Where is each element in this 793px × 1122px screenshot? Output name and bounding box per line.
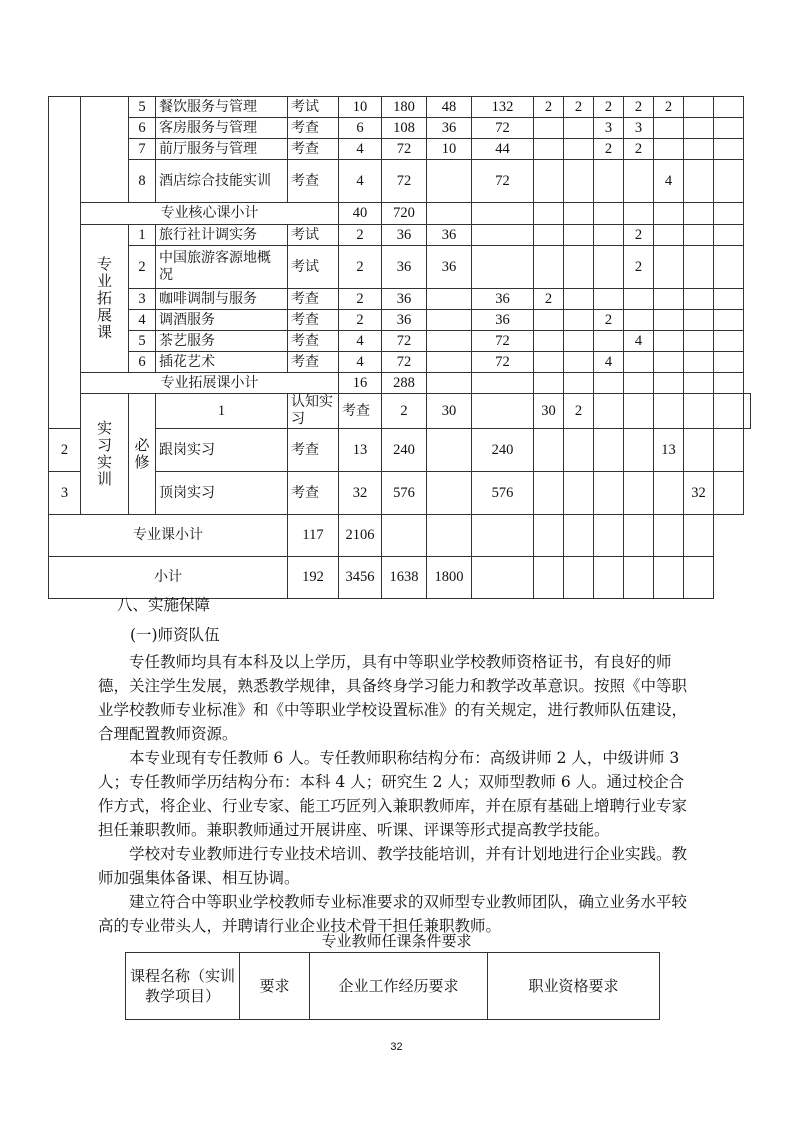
- semester-3-hours: 2: [594, 139, 624, 160]
- course-row: [49, 394, 751, 429]
- header-qualification: 职业资格要求: [488, 953, 660, 1020]
- practice-category: 实 习 实 训: [81, 394, 129, 515]
- extra-column: [744, 394, 751, 429]
- practice-hours: 72: [472, 352, 534, 373]
- category-cell: [49, 97, 81, 429]
- course-no: 5: [129, 97, 156, 118]
- semester-4-hours: [624, 472, 654, 515]
- subsection-title: (一)师资队伍: [130, 626, 220, 644]
- assessment-type: 考试: [288, 225, 339, 246]
- subtotal-practice: [472, 373, 534, 394]
- assessment-type: 考查: [288, 310, 339, 331]
- semester-2-hours: 2: [564, 97, 594, 118]
- semester-1-hours: 2: [534, 97, 564, 118]
- subtotal-label: 专业课小计: [49, 515, 288, 557]
- theory-hours: [427, 160, 472, 203]
- header-work-experience: 企业工作经历要求: [310, 953, 488, 1020]
- subtotal-theory: [382, 515, 427, 557]
- extra-column: [714, 118, 744, 139]
- semester-3-hours: [594, 246, 624, 289]
- total-hours: 36: [382, 289, 427, 310]
- semester-1-hours: [534, 472, 564, 515]
- semester-5-hours: [654, 225, 684, 246]
- empty-cell: [534, 203, 564, 225]
- empty-cell: [624, 373, 654, 394]
- semester-6-hours: [714, 394, 744, 429]
- course-row: [49, 97, 751, 118]
- empty-cell: [534, 557, 564, 599]
- theory-hours: 10: [427, 139, 472, 160]
- practice-hours: 72: [472, 160, 534, 203]
- course-no: 6: [129, 118, 156, 139]
- theory-hours: 36: [427, 225, 472, 246]
- subtotal-hours: 720: [382, 203, 427, 225]
- subtotal-label: 专业核心课小计: [81, 203, 339, 225]
- course-row: [49, 139, 751, 160]
- course-no: 4: [129, 310, 156, 331]
- semester-1-hours: [534, 352, 564, 373]
- major-subtotal-row: [49, 515, 751, 557]
- assessment-type: 考查: [288, 118, 339, 139]
- empty-cell: [654, 373, 684, 394]
- practice-hours: [472, 246, 534, 289]
- credits: 13: [339, 429, 382, 472]
- theory-hours: 48: [427, 97, 472, 118]
- semester-6-hours: [684, 289, 714, 310]
- semester-4-hours: [624, 160, 654, 203]
- credits: 6: [339, 118, 382, 139]
- semester-4-hours: 3: [624, 118, 654, 139]
- total-hours: 36: [382, 225, 427, 246]
- extra-column: [714, 331, 744, 352]
- course-row: [49, 289, 751, 310]
- semester-3-hours: [594, 429, 624, 472]
- assessment-type: 考查: [288, 472, 339, 515]
- total-hours: 108: [382, 118, 427, 139]
- course-name: 插花艺术: [156, 352, 288, 373]
- empty-cell: [534, 515, 564, 557]
- semester-6-hours: [684, 97, 714, 118]
- empty-cell: [594, 203, 624, 225]
- empty-cell: [564, 373, 594, 394]
- semester-1-hours: [534, 225, 564, 246]
- total-hours: 36: [382, 246, 427, 289]
- extra-column: [714, 246, 744, 289]
- empty-cell: [472, 557, 534, 599]
- credits: 2: [339, 246, 382, 289]
- course-row: [49, 331, 751, 352]
- semester-6-hours: [684, 310, 714, 331]
- subtotal-credits: 40: [339, 203, 382, 225]
- empty-cell: [654, 203, 684, 225]
- semester-5-hours: [654, 331, 684, 352]
- teacher-table-caption: 专业教师任课条件要求: [321, 932, 472, 950]
- extra-column: [714, 472, 744, 515]
- course-no: 3: [129, 289, 156, 310]
- practice-hours: 240: [472, 429, 534, 472]
- practice-hours: 44: [472, 139, 534, 160]
- credits: 10: [339, 97, 382, 118]
- course-row: [49, 225, 751, 246]
- semester-2-hours: [564, 331, 594, 352]
- semester-2-hours: [564, 310, 594, 331]
- semester-2-hours: [564, 118, 594, 139]
- subtotal-hours: 2106: [339, 515, 382, 557]
- semester-1-hours: [534, 310, 564, 331]
- subtotal-practice: [472, 203, 534, 225]
- semester-6-hours: [684, 118, 714, 139]
- theory-hours: [472, 394, 534, 429]
- subtotal-credits: 117: [288, 515, 339, 557]
- semester-4-hours: [624, 352, 654, 373]
- credits: 2: [382, 394, 427, 429]
- course-no: 8: [129, 160, 156, 203]
- semester-3-hours: [624, 394, 654, 429]
- assessment-type: 考试: [288, 246, 339, 289]
- course-no: 1: [156, 394, 288, 429]
- empty-cell: [684, 515, 714, 557]
- semester-1-hours: [534, 331, 564, 352]
- course-row: [49, 160, 751, 203]
- total-hours: 180: [382, 97, 427, 118]
- semester-3-hours: [594, 331, 624, 352]
- core-subtotal-row: [49, 203, 751, 225]
- credits: 4: [339, 331, 382, 352]
- semester-2-hours: [564, 429, 594, 472]
- semester-4-hours: [624, 310, 654, 331]
- semester-5-hours: [654, 289, 684, 310]
- empty-cell: [684, 557, 714, 599]
- semester-6-hours: [684, 139, 714, 160]
- course-plan-table: [48, 96, 751, 599]
- semester-6-hours: 32: [684, 472, 714, 515]
- course-no: 2: [49, 429, 81, 472]
- course-name: 旅行社计调实务: [156, 225, 288, 246]
- semester-2-hours: [564, 246, 594, 289]
- empty-cell: [564, 203, 594, 225]
- practice-hours: 72: [472, 331, 534, 352]
- credits: 2: [339, 289, 382, 310]
- course-name: 跟岗实习: [156, 429, 288, 472]
- semester-1-hours: [534, 139, 564, 160]
- semester-5-hours: 4: [654, 160, 684, 203]
- semester-1-hours: [534, 160, 564, 203]
- empty-cell: [594, 515, 624, 557]
- assessment-type: 考查: [339, 394, 382, 429]
- ext-subtotal-row: [49, 373, 751, 394]
- semester-5-hours: [684, 394, 714, 429]
- semester-2-hours: [564, 225, 594, 246]
- total-hours: 72: [382, 331, 427, 352]
- semester-4-hours: [654, 394, 684, 429]
- subtotal-credits: 16: [339, 373, 382, 394]
- extra-column: [714, 139, 744, 160]
- subtotal-theory: [427, 203, 472, 225]
- course-name: 餐饮服务与管理: [156, 97, 288, 118]
- header-course-name: 课程名称（实训教学项目）: [126, 953, 240, 1020]
- course-name: 认知实习: [288, 394, 339, 429]
- subtotal-credits: 192: [288, 557, 339, 599]
- theory-hours: 36: [427, 118, 472, 139]
- total-hours: 72: [382, 139, 427, 160]
- extra-column: [714, 160, 744, 203]
- semester-2-hours: [564, 289, 594, 310]
- paragraph-block: [98, 650, 690, 938]
- course-row: [49, 246, 751, 289]
- empty-cell: [654, 557, 684, 599]
- practice-hours: 30: [534, 394, 564, 429]
- semester-6-hours: [684, 352, 714, 373]
- total-hours: 72: [382, 160, 427, 203]
- course-no: 2: [129, 246, 156, 289]
- teacher-table-header-row: [126, 953, 660, 1020]
- semester-6-hours: [684, 246, 714, 289]
- course-no: 6: [129, 352, 156, 373]
- theory-hours: [427, 352, 472, 373]
- semester-4-hours: [624, 289, 654, 310]
- course-name: 酒店综合技能实训: [156, 160, 288, 203]
- section-title: 八、实施保障: [117, 596, 211, 614]
- semester-4-hours: [624, 429, 654, 472]
- semester-5-hours: [654, 310, 684, 331]
- theory-hours: [427, 429, 472, 472]
- semester-5-hours: [654, 246, 684, 289]
- page-number: 32: [390, 1041, 403, 1053]
- paragraph-team: 建立符合中等职业学校教师专业标准要求的双师型专业教师团队，确立业务水平较高的专业带头人，并聘请行业企业技术骨干担任兼职教师。: [98, 893, 688, 935]
- semester-4-hours: 2: [624, 97, 654, 118]
- subtotal-practice: [427, 515, 472, 557]
- semester-2-hours: [564, 352, 594, 373]
- subtotal-label: 小计: [49, 557, 288, 599]
- assessment-type: 考查: [288, 160, 339, 203]
- empty-cell: [594, 557, 624, 599]
- assessment-type: 考查: [288, 352, 339, 373]
- required-label: 必 修: [129, 394, 156, 515]
- empty-cell: [624, 557, 654, 599]
- total-hours: 576: [382, 472, 427, 515]
- semester-5-hours: 2: [654, 97, 684, 118]
- practice-hours: 132: [472, 97, 534, 118]
- semester-6-hours: [684, 429, 714, 472]
- practice-hours: 576: [472, 472, 534, 515]
- course-row: [49, 118, 751, 139]
- credits: 4: [339, 139, 382, 160]
- empty-cell: [594, 373, 624, 394]
- course-name: 咖啡调制与服务: [156, 289, 288, 310]
- assessment-type: 考查: [288, 139, 339, 160]
- theory-hours: [427, 331, 472, 352]
- semester-3-hours: [594, 289, 624, 310]
- total-hours: 30: [427, 394, 472, 429]
- semester-4-hours: 4: [624, 331, 654, 352]
- extension-label: 专 业 拓 展 课: [81, 225, 129, 373]
- course-no: 7: [129, 139, 156, 160]
- extra-column: [714, 310, 744, 331]
- credits: 32: [339, 472, 382, 515]
- semester-5-hours: [654, 118, 684, 139]
- subcategory-cell: [81, 97, 129, 203]
- theory-hours: [427, 310, 472, 331]
- empty-cell: [714, 373, 744, 394]
- empty-cell: [564, 515, 594, 557]
- total-hours: 240: [382, 429, 427, 472]
- empty-cell: [564, 557, 594, 599]
- semester-2-hours: [594, 394, 624, 429]
- subtotal-theory: [427, 373, 472, 394]
- assessment-type: 考查: [288, 289, 339, 310]
- course-no: 3: [49, 472, 81, 515]
- teacher-requirements-table: [125, 952, 660, 1020]
- course-name: 顶岗实习: [156, 472, 288, 515]
- assessment-type: 考试: [288, 97, 339, 118]
- extra-column: [714, 225, 744, 246]
- extra-column: [714, 429, 744, 472]
- semester-4-hours: 2: [624, 139, 654, 160]
- semester-3-hours: [594, 225, 624, 246]
- semester-3-hours: 3: [594, 118, 624, 139]
- extra-column: [714, 352, 744, 373]
- semester-1-hours: [534, 246, 564, 289]
- semester-5-hours: [654, 472, 684, 515]
- semester-4-hours: 2: [624, 225, 654, 246]
- semester-4-hours: 2: [624, 246, 654, 289]
- semester-3-hours: [594, 472, 624, 515]
- credits: 2: [339, 310, 382, 331]
- course-no: 1: [129, 225, 156, 246]
- practice-hours: [472, 225, 534, 246]
- practice-hours: 36: [472, 310, 534, 331]
- course-name: 调酒服务: [156, 310, 288, 331]
- course-row: [49, 352, 751, 373]
- course-name: 中国旅游客源地概况: [156, 246, 288, 289]
- course-name: 前厅服务与管理: [156, 139, 288, 160]
- assessment-type: 考查: [288, 429, 339, 472]
- theory-hours: 36: [427, 246, 472, 289]
- total-hours: 36: [382, 310, 427, 331]
- semester-5-hours: 13: [654, 429, 684, 472]
- semester-3-hours: 4: [594, 352, 624, 373]
- semester-5-hours: [654, 352, 684, 373]
- subtotal-hours: 288: [382, 373, 427, 394]
- paragraph-staff-structure: 本专业现有专任教师 6 人。专任教师职称结构分布：高级讲师 2 人，中级讲师 3 人；专任教师学历结构分布：本科 4 人；研究生 2 人；双师型教师 6 人。通过校企合作方式，将企业、行业专家、能工巧匠列入兼职教师库，并在原有基础上增聘行业专家担任兼职教师。兼职教师通过开展讲座、听课、评课等形式提高教学技能。: [98, 749, 688, 839]
- course-row: [49, 310, 751, 331]
- theory-hours: [427, 472, 472, 515]
- assessment-type: 考查: [288, 331, 339, 352]
- course-name: 客房服务与管理: [156, 118, 288, 139]
- theory-hours: [427, 289, 472, 310]
- extra-column: [714, 289, 744, 310]
- practice-hours: 36: [472, 289, 534, 310]
- course-no: 5: [129, 331, 156, 352]
- semester-6-hours: [684, 225, 714, 246]
- subtotal-practice: 1800: [427, 557, 472, 599]
- semester-2-hours: [564, 160, 594, 203]
- empty-cell: [684, 203, 714, 225]
- credits: 4: [339, 160, 382, 203]
- semester-3-hours: 2: [594, 310, 624, 331]
- semester-1-hours: 2: [564, 394, 594, 429]
- course-name: 茶艺服务: [156, 331, 288, 352]
- paragraph-qualification: 专任教师均具有本科及以上学历，具有中等职业学校教师资格证书，有良好的师德，关注学生发展，熟悉教学规律，具备终身学习能力和教学改革意识。按照《中等职业学校教师专业标准》和《中等职业学校设置标准》的有关规定，进行教师队伍建设，合理配置教师资源。: [98, 653, 688, 743]
- subtotal-hours: 3456: [339, 557, 382, 599]
- semester-6-hours: [684, 331, 714, 352]
- empty-cell: [684, 373, 714, 394]
- empty-cell: [472, 515, 534, 557]
- semester-6-hours: [684, 160, 714, 203]
- header-requirement: 要求: [240, 953, 310, 1020]
- subtotal-theory: 1638: [382, 557, 427, 599]
- total-hours: 72: [382, 352, 427, 373]
- semester-3-hours: [594, 160, 624, 203]
- semester-3-hours: 2: [594, 97, 624, 118]
- empty-cell: [624, 515, 654, 557]
- credits: 4: [339, 352, 382, 373]
- semester-5-hours: [654, 139, 684, 160]
- paragraph-training: 学校对专业教师进行专业技术培训、教学技能培训，并有计划地进行企业实践。教师加强集体备课、相互协调。: [98, 845, 688, 887]
- credits: 2: [339, 225, 382, 246]
- empty-cell: [714, 203, 744, 225]
- practice-hours: 72: [472, 118, 534, 139]
- semester-1-hours: 2: [534, 289, 564, 310]
- semester-2-hours: [564, 472, 594, 515]
- semester-2-hours: [564, 139, 594, 160]
- subtotal-label: 专业拓展课小计: [81, 373, 339, 394]
- semester-1-hours: [534, 429, 564, 472]
- empty-cell: [654, 515, 684, 557]
- empty-cell: [534, 373, 564, 394]
- extra-column: [714, 97, 744, 118]
- empty-cell: [624, 203, 654, 225]
- semester-1-hours: [534, 118, 564, 139]
